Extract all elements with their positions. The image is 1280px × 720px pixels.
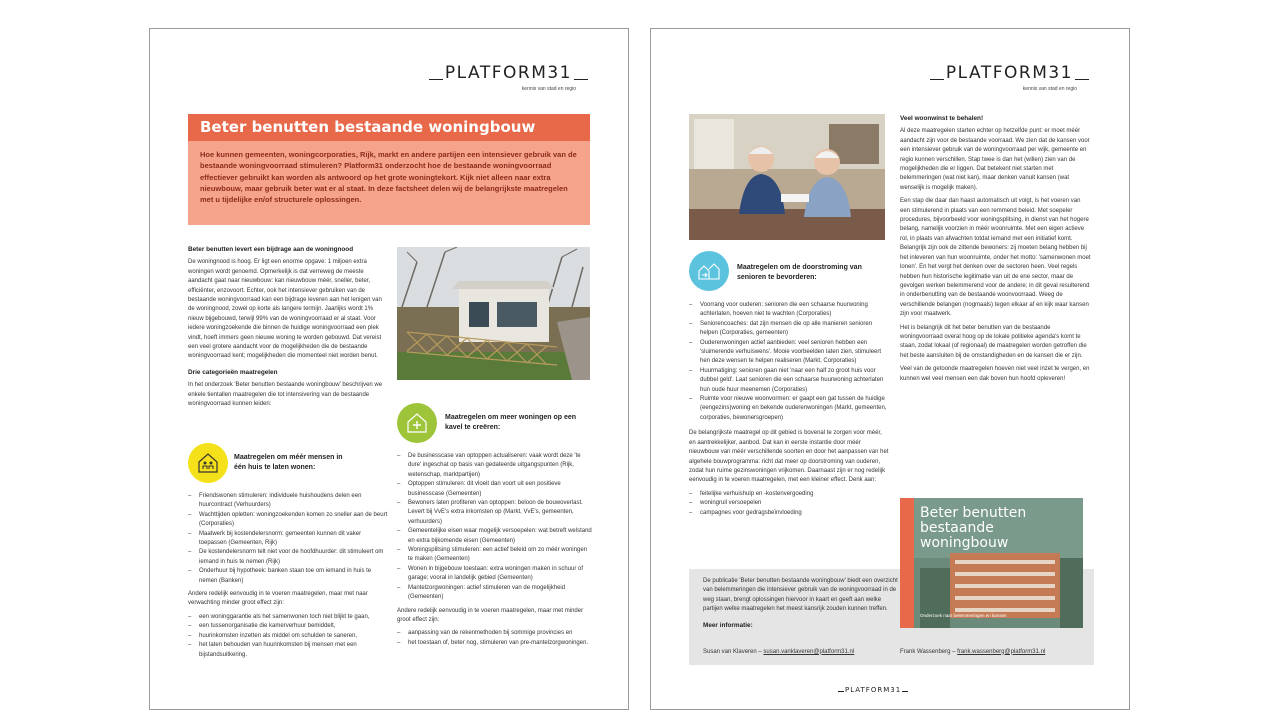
list-item: – feitelijke verhuishulp en -kostenvergoeding xyxy=(689,490,889,499)
list-item: – Wachttijden opletten: woningzoekenden komen zo sneller aan de beurt (Corporaties) xyxy=(188,511,388,530)
seniors-photo xyxy=(689,114,885,240)
intro-text: Hoe kunnen gemeenten, woningcorporaties, Rijk, markt en andere partijen een intensiever gebruik van de bestaande woningvoorraad stimuleren? Platform31 onderzocht hoe de bestaande woningvoorraad effectiever gebruikt kan worden als antwoord op het grote woningtekort. Kijk niet alleen naar extra nieuwbouw, maar gebruik beter wat er al staat. In deze factsheet delen wij de belangrijkste maatregelen met u tijdelijke en/of structurele oplossingen. xyxy=(188,141,590,225)
footer-logo-text: PLATFORM31 xyxy=(845,686,902,694)
contact-email-link[interactable]: susan.vanklaveren@platform31.nl xyxy=(763,648,855,655)
section-text: De woningnood is hoog. Er ligt een enorme opgave: 1 miljoen extra woningen wordt genoemd. Opmerkelijk is dat verreweg de meeste aandacht gaat naar nieuwbouw: kan nieuwbouw méér, sneller, beter, efficiënter, enzovoort. Echter, ook het intensiever gebruiken van de bestaande woningvoorraad kan een bijdrage leveren aan het lenigen van de woningnood, zowel op korte als langere termijn. Jaarlijks wordt 1% nieuw bijgebouwd, terwijl 99% van de woningvoorraad er al staat. Voor iedere woningzoekende die binnen de huidige woningvoorraad een plek vindt, hoeft immers geen nieuwe woning te worden gebouwd. Dat vereist een veel grotere aandacht voor de mogelijkheden die de bestaande woningvoorraad kent; mogelijkheden die momenteel niet worden benut. xyxy=(188,259,382,360)
page-title: Beter benutten bestaande woningbouw xyxy=(188,114,590,141)
contact-frank xyxy=(900,648,1045,657)
list-item: – Bewoners laten profiteren van optoppen: beloon de bouwoverlast. Levert bij VvE's extra inkomsten op (Markt, VvE's, gemeenten, verhuurders) xyxy=(397,499,592,527)
cover-subtitle: Onderzoek naar belemmeringen en kansen xyxy=(920,613,1007,618)
section-text: In het onderzoek 'Beter benutten bestaande woningbouw' beschrijven we enkele tientallen maatregelen die tot intensivering van de bestaande woningvoorraad kunnen leiden: xyxy=(188,382,383,408)
list-item: – het toestaan of, beter nog, stimuleren van pre-mantelzorgwoningen. xyxy=(397,639,592,648)
category-title: Maatregelen om méér mensen in één huis te laten wonen: xyxy=(234,454,343,471)
house-arrows-icon xyxy=(689,251,729,291)
contact-name: Frank Wassenberg – xyxy=(900,648,956,655)
contact-susan xyxy=(703,648,854,657)
list-item: – Mantelzorgwoningen: actief stimuleren van de mogelijkheid (Gemeenten) xyxy=(397,584,592,603)
list-item: – een tussenorganisatie die kamerverhuur bemiddelt, xyxy=(188,622,388,631)
list-item: – Ouderenwoningen actief aanbieden: veel senioren hebben een 'sluimerende verhuiswens'. Mooie voorbeelden laten zien, stimuleert hen deze wensen te helpen realiseren (Markt, Corporaties) xyxy=(689,339,889,367)
platform31-logo xyxy=(928,63,1091,92)
section-heading: Beter benutten levert een bijdrage aan de woningnood xyxy=(188,246,354,253)
left-column-top xyxy=(188,245,388,414)
section-text: Veel van de getoonde maatregelen hoeven niet veel inzet te vergen, en kunnen wel veel mensen een dak boven hun hoofd opleveren! xyxy=(900,366,1090,382)
category-1-list xyxy=(188,492,388,664)
category-3-list xyxy=(689,301,889,522)
page-right xyxy=(650,28,1130,710)
section-text: Het is belangrijk dit het beter benutten van de bestaande woningvoorraad overal hoog op de lokale politieke agenda's komt te staan, zodat lokaal (of regionaal) de maatregelen worden getroffen die het beste aansluiten bij de omstandigheden en de kansen die er zijn. xyxy=(900,324,1087,359)
house-photo xyxy=(397,247,590,380)
logo-tagline: kennis van stad en regio xyxy=(1022,86,1077,92)
footer-logo xyxy=(837,686,909,694)
right-column-text xyxy=(900,114,1092,388)
list-item: – Seniorencoaches: dat zijn mensen die op alle manieren senioren helpen (Corporaties, gemeenten) xyxy=(689,320,889,339)
house-plus-icon xyxy=(397,403,437,443)
contact-email-link[interactable]: frank.wassenberg@platform31.nl xyxy=(957,648,1046,655)
list-item: – De kostendelersnorm telt niet voor de hoofdhuurder: dit stimuleert om iemand in huis te nemen (Rijk) xyxy=(188,548,388,567)
list-item: – het laten behouden van huurinkomsten bij mensen met een bijstandsuitkering. xyxy=(188,641,388,660)
list-item: – De businesscase van optoppen actualiseren: vaak wordt deze 'te dure' ingeschat op basis van gedateerde uitgangspunten (Rijk, wetenschap, marktpartijen) xyxy=(397,452,592,480)
list-item: – huurinkomsten inzetten als middel om schulden te saneren, xyxy=(188,632,388,641)
category-title: Maatregelen om meer woningen op een kavel te creëren: xyxy=(445,414,577,431)
page-left xyxy=(149,28,629,710)
list-item: – Woningsplitsing stimuleren: een actief beleid om zo méér woningen te maken (Gemeenten) xyxy=(397,546,592,565)
house-people-icon xyxy=(188,443,228,483)
contact-name: Susan van Klaveren – xyxy=(703,648,762,655)
list-item: – Wonen in bijgebouw toestaan: extra woningen maken in schuur of garage; vooral in landelijk gebied (Gemeenten) xyxy=(397,565,592,584)
list-item: – Ruimte voor nieuwe woonvormen: er gaapt een gat tussen de huidige (eengezins)woning en bekende ouderenwoningen (Markt, gemeenten, corporaties, bewonersgroepen) xyxy=(689,395,889,423)
category-title: Maatregelen om de doorstroming van senioren te bevorderen: xyxy=(737,264,862,281)
list-item: – Gemeentelijke eisen waar mogelijk versoepelen: wat betreft welstand en extra bijkomende eisen (Gemeenten) xyxy=(397,527,592,546)
logo-text: PLATFORM31 xyxy=(444,63,572,83)
section-heading: Veel woonwinst te behalen! xyxy=(900,115,984,122)
section-text: Al deze maatregelen starten echter op hetzelfde punt: er moet méér aandacht zijn voor de bestaande voorraad. We zien dat de kansen voor een intensiever gebruik van de woningvoorraad per wijk, gemeente en regio kunnen verschillen. Stap twee is dan het (willen) zien van de mogelijkheden die er liggen. Dat betekent niet starten met belemmeringen (wat niet kan), maar denken vanuit kansen (wat wenselijk is mogelijk maken). xyxy=(900,128,1090,191)
list-item: – Huurmatiging: senioren gaan niet 'naar een half zo groot huis voor dubbel geld'. Laat senioren die een schaarse huurwoning achterlaten hun oude huur meenemen (Corporaties) xyxy=(689,367,889,395)
list-item: – Optoppen stimuleren: dit vloeit dan voort uit een positieve businesscase (Gemeenten) xyxy=(397,480,592,499)
publication-text: De publicatie 'Beter benutten bestaande woningbouw' biedt een overzicht van belemmeringen die intensiever gebruik van de woningvoorraad in de weg staan, brengt oplossingen hiervoor in kaart en geeft aan welke partijen welke maatregelen het meest kansrijk zouden kunnen treffen. xyxy=(703,578,898,613)
logo-tagline: kennis van stad en regio xyxy=(521,86,576,92)
list-item: – Onderhuur bij hypotheek: banken staan toe om iemand in huis te nemen (Banken) xyxy=(188,567,388,586)
category-2-list xyxy=(397,452,592,652)
list-item: – Maatwerk bij kostendelersnorm: gemeenten kunnen dit vaker toepassen (Gemeenten, Rijk) xyxy=(188,530,388,549)
list-item: – Friendswonen stimuleren: individuele huishoudens delen een huurcontract (Verhuurders) xyxy=(188,492,388,511)
section-text: Andere redelijk eenvoudig in te voeren maatregelen, maar met minder groot effect zijn: xyxy=(397,607,584,623)
cover-title: Beter benutten bestaande woningbouw xyxy=(920,505,1027,551)
section-text: Andere redelijk eenvoudig in te voeren maatregelen, maar met naar verwachting minder groot effect zijn: xyxy=(188,591,368,607)
section-heading: Drie categorieën maatregelen xyxy=(188,368,278,376)
section-text: Een stap die daar dan haast automatisch uit volgt, is het voeren van een stimulerend in plaats van een remmend beleid. Met soepeler procedures, bijvoorbeeld voor woningsplitsing, in dienst van het hogere belang, namelijk voorzien in méér woonruimte. Met een eigen actieve rol, in plaats van afwachten totdat iemand met een initiatief komt. Belangrijk zijn ook de zittende bewoners: zij moeten belang hebben bij het inleveren van hun woonruimte, onder het motto: 'samenwonen moet lonen'. En het vergt het denken over de sectoren heen. Veel regels hebben hun historische legitimatie van uit de ene sector, maar de gevolgen werken belemmerend voor de andere; in dit geval resulterend in onderbenutting van de bestaande woonvoorraad. Weeg de verschillende belangen (nogmaals) tegen elkaar af en kijk waar kansen zijn voor maatwerk. xyxy=(900,198,1091,318)
list-item: – campagnes voor gedragsbeïnvloeding xyxy=(689,509,889,518)
list-item: – aanpassing van de rekenmethoden bij sommige provincies en xyxy=(397,629,592,638)
logo-text: PLATFORM31 xyxy=(945,63,1073,83)
list-item: – Voorrang voor ouderen: senioren die een schaarse huurwoning achterlaten, hoeven niet te wachten (Corporaties) xyxy=(689,301,889,320)
list-item: – een woninggarantie als het samenwonen toch niet blijkt te gaan, xyxy=(188,613,388,622)
more-info-label: Meer informatie: xyxy=(703,621,753,629)
platform31-logo xyxy=(427,63,590,92)
list-item: – woningruil versoepelen xyxy=(689,499,889,508)
section-text: De belangrijkste maatregel op dit gebied is bovenal te zorgen voor méér, en aantrekkelijker, aanbod. Dat kan in eerste instantie door méér nieuwbouw van méér verschillende soorten en door het aanpassen van het algehele bouwprogramma: richt dat meer op doorstroming van ouderen, zodat hun ruime gezinswoningen vrijkomen. Daarnaast zijn er nog redelijk eenvoudig in te voeren maatregelen, met een kleiner effect. Denk aan: xyxy=(689,430,889,484)
publication-cover xyxy=(900,498,1083,628)
